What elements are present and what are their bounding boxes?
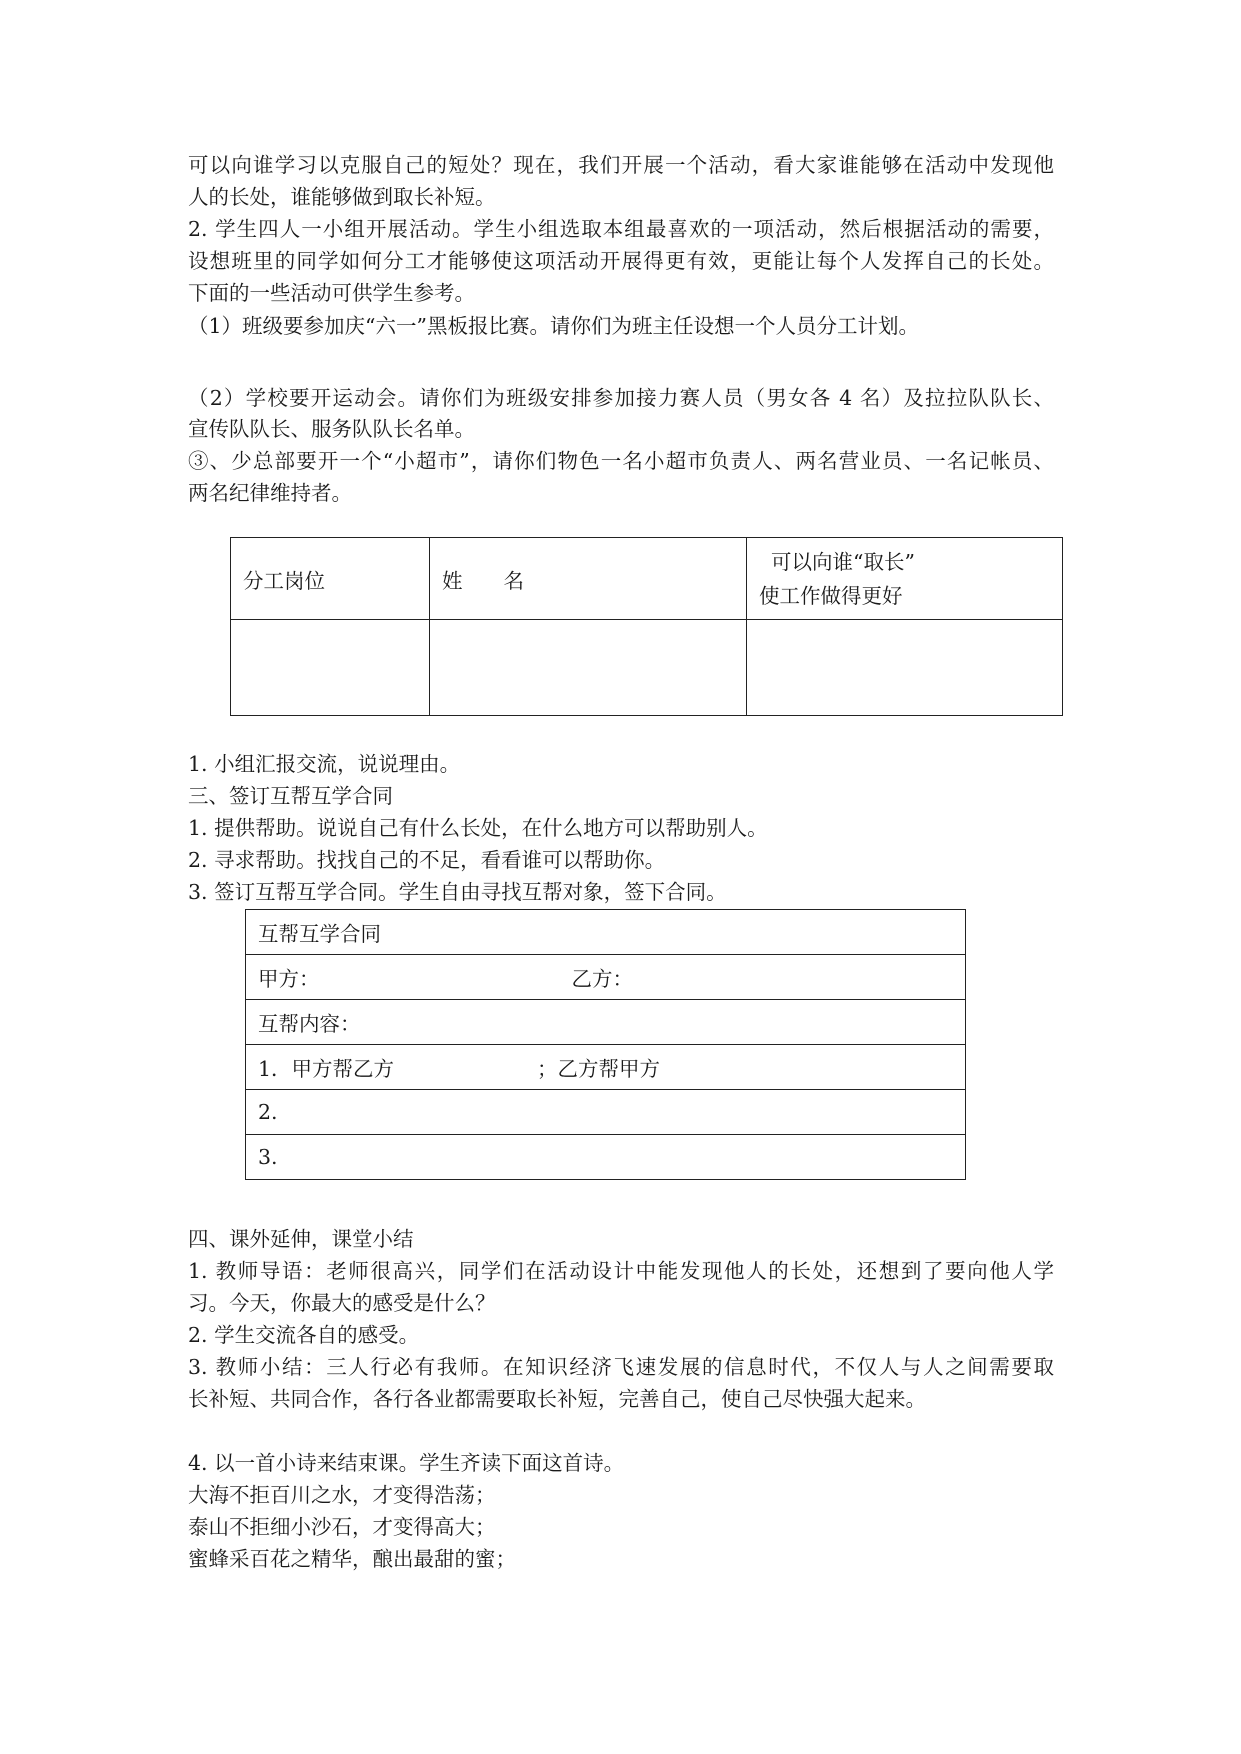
body-text-line: 3. 教师小结：三人行必有我师。在知识经济飞速发展的信息时代，不仅人与人之间需要取 bbox=[188, 1355, 1054, 1379]
body-text-line: （2）学校要开运动会。请你们为班级安排参加接力赛人员（男女各 4 名）及拉拉队队长、 bbox=[188, 386, 1054, 410]
body-text-line: 下面的一些活动可供学生参考。 bbox=[188, 281, 475, 305]
contract-parties-row bbox=[246, 955, 966, 1000]
contract-row: 3. bbox=[246, 1135, 966, 1180]
header-cell-learn-from-line1: 可以向谁“取长” bbox=[771, 549, 915, 574]
header-cell-name: 姓 名 bbox=[430, 538, 747, 620]
contract-table bbox=[245, 909, 966, 1180]
party-a-label: 甲方： bbox=[258, 967, 320, 991]
table-header-row bbox=[231, 538, 1063, 620]
section-heading: 三、签订互帮互学合同 bbox=[188, 784, 393, 808]
table-row bbox=[231, 620, 1063, 716]
body-text-line: 宣传队队长、服务队队长名单。 bbox=[188, 417, 475, 441]
body-text-line: 1. 提供帮助。说说自己有什么长处，在什么地方可以帮助别人。 bbox=[188, 816, 768, 840]
header-cell-position: 分工岗位 bbox=[231, 538, 430, 620]
header-cell-learn-from-line2: 使工作做得更好 bbox=[759, 583, 903, 608]
body-text-line: 4. 以一首小诗来结束课。学生齐读下面这首诗。 bbox=[188, 1451, 625, 1475]
body-text-line: 习。今天，你最大的感受是什么？ bbox=[188, 1291, 496, 1315]
row1-party-b: ；乙方帮甲方 bbox=[537, 1057, 661, 1081]
body-text-line: 3. 签订互帮互学合同。学生自由寻找互帮对象，签下合同。 bbox=[188, 880, 727, 904]
party-b-label: 乙方： bbox=[571, 967, 633, 991]
body-text-line: 设想班里的同学如何分工才能够使这项活动开展得更有效，更能让每个人发挥自己的长处。 bbox=[188, 249, 1054, 273]
contract-row bbox=[246, 1045, 966, 1090]
body-text-line: 人的长处，谁能够做到取长补短。 bbox=[188, 185, 496, 209]
contract-row: 2. bbox=[246, 1090, 966, 1135]
table-cell bbox=[430, 620, 747, 716]
body-text-line: （1）班级要参加庆“六一”黑板报比赛。请你们为班主任设想一个人员分工计划。 bbox=[188, 314, 920, 338]
body-text-line: 2. 学生交流各自的感受。 bbox=[188, 1323, 420, 1347]
body-text-line: ③、少总部要开一个“小超市”，请你们物色一名小超市负责人、两名营业员、一名记帐员、 bbox=[188, 449, 1054, 473]
table-cell bbox=[747, 620, 1063, 716]
body-text-line: 1. 教师导语：老师很高兴，同学们在活动设计中能发现他人的长处，还想到了要向他人学 bbox=[188, 1259, 1054, 1283]
contract-content-label: 互帮内容： bbox=[246, 1000, 966, 1045]
body-text-line: 1. 小组汇报交流，说说理由。 bbox=[188, 752, 461, 776]
section-heading: 四、课外延伸，课堂小结 bbox=[188, 1227, 414, 1251]
poem-line: 泰山不拒细小沙石，才变得高大； bbox=[188, 1515, 496, 1539]
body-text-line: 2. 寻求帮助。找找自己的不足，看看谁可以帮助你。 bbox=[188, 848, 666, 872]
body-text-line: 2. 学生四人一小组开展活动。学生小组选取本组最喜欢的一项活动，然后根据活动的需要， bbox=[188, 217, 1054, 241]
table-cell bbox=[231, 620, 430, 716]
body-text-line: 长补短、共同合作，各行各业都需要取长补短，完善自己，使自己尽快强大起来。 bbox=[188, 1387, 926, 1411]
contract-title: 互帮互学合同 bbox=[246, 910, 966, 955]
poem-line: 大海不拒百川之水，才变得浩荡； bbox=[188, 1483, 496, 1507]
body-text-line: 两名纪律维持者。 bbox=[188, 481, 352, 505]
row1-party-a: 1．甲方帮乙方 bbox=[258, 1057, 395, 1081]
header-cell-learn-from bbox=[747, 538, 1063, 620]
poem-line: 蜜蜂采百花之精华，酿出最甜的蜜； bbox=[188, 1547, 516, 1571]
assignment-table bbox=[230, 537, 1063, 716]
body-text-line: 可以向谁学习以克服自己的短处？现在，我们开展一个活动，看大家谁能够在活动中发现他 bbox=[188, 153, 1054, 177]
